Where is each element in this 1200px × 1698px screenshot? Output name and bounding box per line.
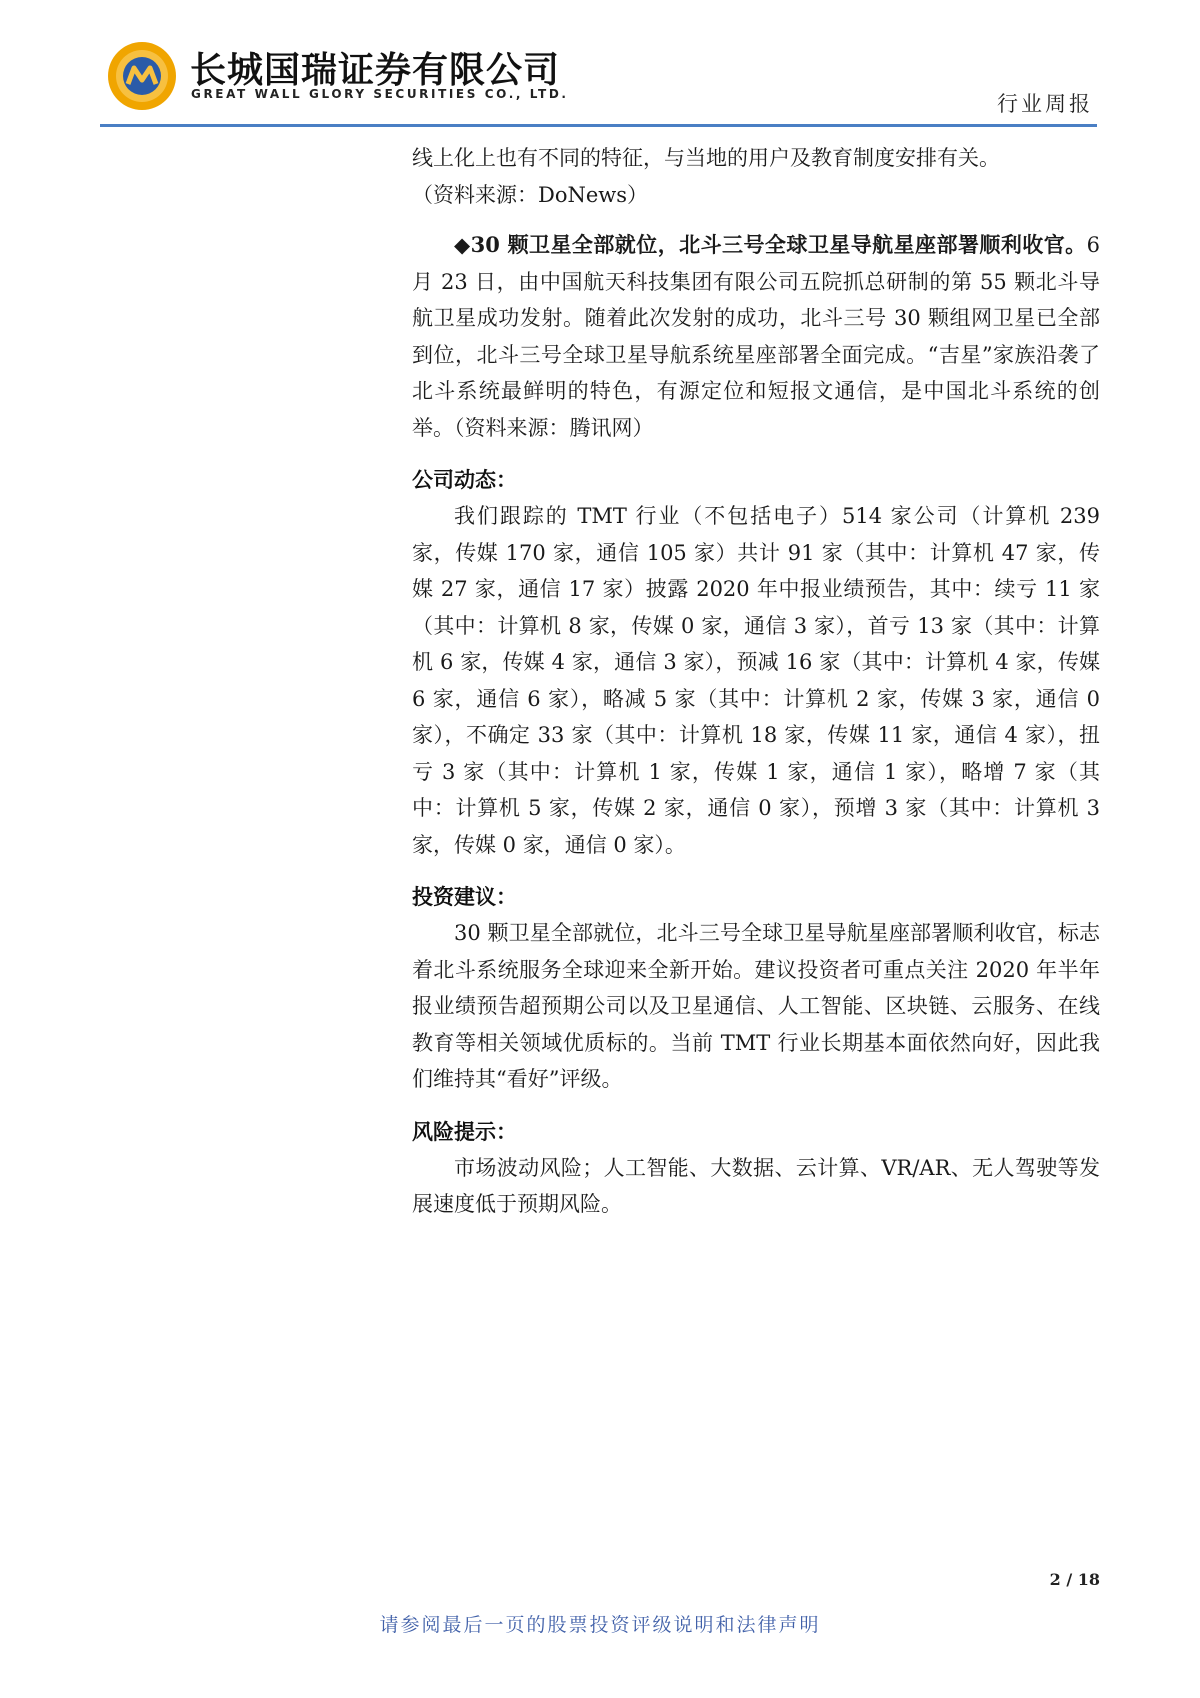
section-title-risk: 风险提示： bbox=[412, 1119, 517, 1144]
news-item-body: 6 月 23 日，由中国航天科技集团有限公司五院抓总研制的第 55 颗北斗导航卫星成功发射。随着此次发射的成功，北斗三号 30 颗组网卫星已全部到位，北斗三号全球卫星导航系统星座部署全面完成。“吉星”家族沿袭了北斗系统最鲜明的特色，有源定位和短报文通信，是中国北斗系统的创举。（资料来源：腾讯网） bbox=[412, 233, 1100, 440]
header-rule bbox=[100, 124, 1097, 127]
news-item-title: ◆30 颗卫星全部就位，北斗三号全球卫星导航星座部署顺利收官。 bbox=[454, 232, 1087, 257]
report-type-label: 行业周报 bbox=[997, 92, 1093, 116]
section-body-risk: 市场波动风险；人工智能、大数据、云计算、VR/AR、无人驾驶等发展速度低于预期风险。 bbox=[412, 1155, 1100, 1216]
news-item-beidou bbox=[412, 227, 1100, 446]
company-name-cn: 长城国瑞证券有限公司 bbox=[190, 50, 561, 91]
intro-source: （资料来源：DoNews） bbox=[412, 182, 649, 207]
footer-disclaimer: 请参阅最后一页的股票投资评级说明和法律声明 bbox=[379, 1614, 821, 1636]
section-body-company: 我们跟踪的 TMT 行业（不包括电子）514 家公司（计算机 239 家，传媒 170 家，通信 105 家）共计 91 家（其中：计算机 47 家，传媒 27 家，通信 17 家）披露 2020 年中报业绩预告，其中：续亏 11 家（其中：计算机 8 家，传媒 0 家，通信 3 家），首亏 13 家（其中：计算机 6 家，传媒 4 家，通信 3 家），预减 16 家（其中：计算机 4 家，传媒 6 家，通信 6 家），略减 5 家（其中：计算机 2 家，传媒 3 家，通信 0 家），不确定 33 家（其中：计算机 18 家，传媒 11 家，通信 4 家），扭亏 3 家（其中：计算机 1 家，传媒 1 家，通信 1 家），略增 7 家（其中：计算机 5 家，传媒 2 家，通信 0 家），预增 3 家（其中：计算机 3 家，传媒 0 家，通信 0 家）。 bbox=[412, 504, 1100, 857]
company-logo-icon bbox=[106, 40, 178, 112]
section-title-company: 公司动态： bbox=[412, 468, 517, 492]
report-body bbox=[412, 140, 1100, 1223]
intro-line: 线上化上也有不同的特征，与当地的用户及教育制度安排有关。 bbox=[412, 146, 1000, 170]
page-header bbox=[0, 0, 1200, 130]
section-body-invest: 30 颗卫星全部就位，北斗三号全球卫星导航星座部署顺利收官，标志着北斗系统服务全球迎来全新开始。建议投资者可重点关注 2020 年半年报业绩预告超预期公司以及卫星通信、人工智能、区块链、云服务、在线教育等相关领域优质标的。当前 TMT 行业长期基本面依然向好，因此我们维持其“看好”评级。 bbox=[412, 921, 1100, 1091]
section-title-invest: 投资建议： bbox=[412, 885, 517, 909]
company-name-en: GREAT WALL GLORY SECURITIES CO., LTD. bbox=[191, 87, 569, 101]
page-number: 2 / 18 bbox=[1049, 1570, 1100, 1589]
